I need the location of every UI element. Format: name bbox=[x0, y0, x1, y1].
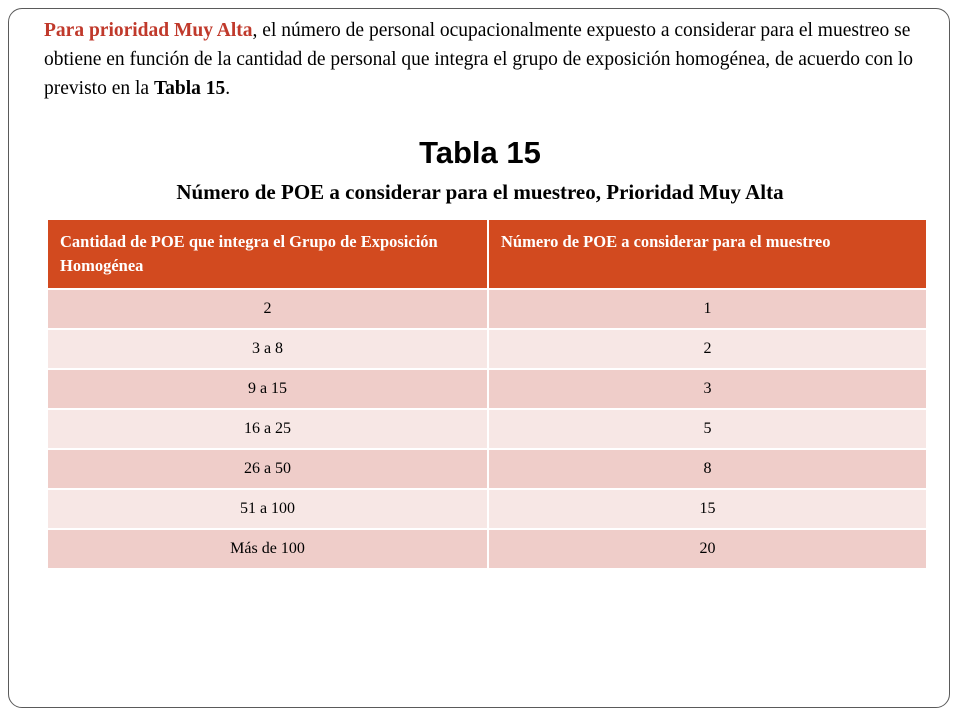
cell-cantidad: 9 a 15 bbox=[48, 369, 488, 409]
intro-text-2: . bbox=[225, 78, 231, 99]
cell-numero: 5 bbox=[488, 409, 926, 449]
cell-cantidad: Más de 100 bbox=[48, 529, 488, 568]
table-title: Tabla 15 bbox=[419, 135, 541, 170]
cell-numero: 3 bbox=[488, 369, 926, 409]
table-row bbox=[48, 529, 926, 568]
cell-cantidad: 16 a 25 bbox=[48, 409, 488, 449]
table-row bbox=[48, 489, 926, 529]
cell-numero: 2 bbox=[488, 329, 926, 369]
cell-numero: 8 bbox=[488, 449, 926, 489]
cell-cantidad: 51 a 100 bbox=[48, 489, 488, 529]
header-numero-poe: Número de POE a considerar para el muestreo bbox=[488, 220, 926, 289]
header-cantidad-poe: Cantidad de POE que integra el Grupo de Exposición Homogénea bbox=[48, 220, 488, 289]
cell-numero: 1 bbox=[488, 289, 926, 329]
sampling-table bbox=[48, 220, 926, 568]
cell-cantidad: 2 bbox=[48, 289, 488, 329]
intro-paragraph bbox=[44, 16, 924, 103]
cell-cantidad: 3 a 8 bbox=[48, 329, 488, 369]
cell-numero: 20 bbox=[488, 529, 926, 568]
intro-table-ref: Tabla 15 bbox=[153, 78, 226, 99]
table-row bbox=[48, 289, 926, 329]
table-header-row bbox=[48, 220, 926, 289]
table-row bbox=[48, 449, 926, 489]
table-subtitle: Número de POE a considerar para el muestreo, Prioridad Muy Alta bbox=[176, 180, 784, 204]
cell-numero: 15 bbox=[488, 489, 926, 529]
cell-cantidad: 26 a 50 bbox=[48, 449, 488, 489]
table-row bbox=[48, 369, 926, 409]
table-row bbox=[48, 329, 926, 369]
intro-highlight: Para prioridad Muy Alta bbox=[44, 20, 253, 41]
table-row bbox=[48, 409, 926, 449]
intro-text-1: , el número de personal ocupacionalmente expuesto a considerar para el muestreo se obtiene en función de la cantidad de personal que integra el grupo de exposición homogénea, de acuerdo con lo previsto en la bbox=[44, 20, 914, 99]
